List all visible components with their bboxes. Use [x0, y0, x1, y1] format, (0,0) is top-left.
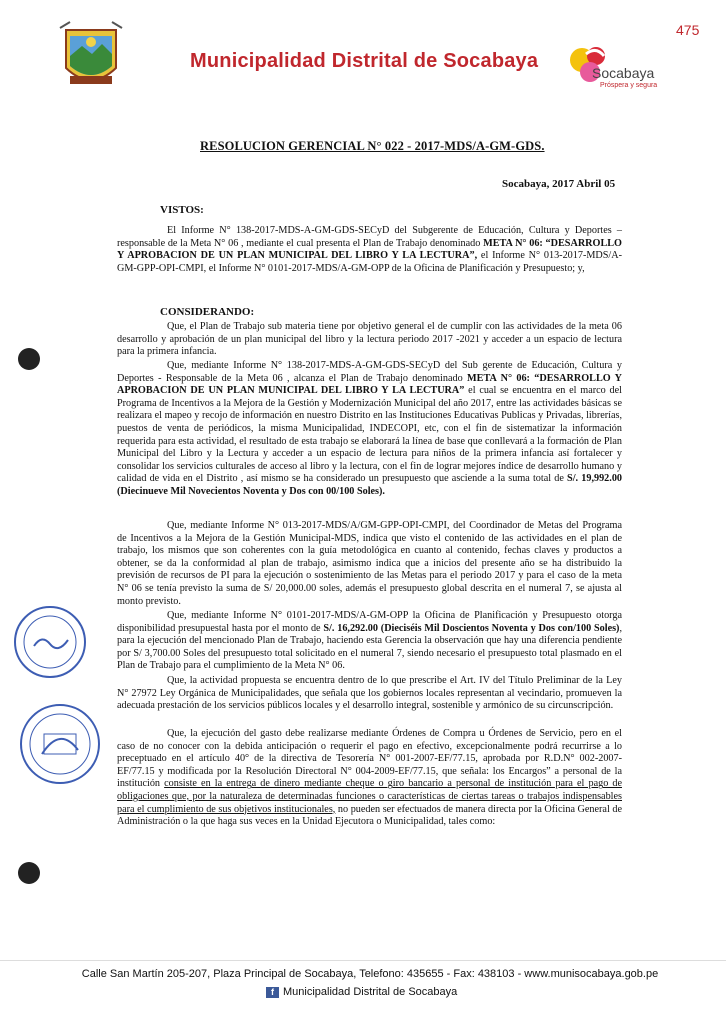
facebook-page-label: Municipalidad Distrital de Socabaya [283, 986, 458, 998]
education-stamp-seal [14, 606, 86, 678]
resolution-title: RESOLUCION GERENCIAL N° 022 - 2017-MDS/A-GM-GDS. [200, 139, 545, 153]
footer-facebook [266, 986, 457, 998]
vistos-heading: VISTOS: [160, 204, 204, 216]
considerando-paragraph-3: Que, mediante Informe N° 013-2017-MDS/A/GM-GPP-OPI-CMPI, del Coordinador de Metas del Programa de Incentivos a la Mejora de la Gestión Municipal-MDS, indica que visto el contenido de las actividades en el plan de trabajo, los mismos que son coherentes con la guía metodológica en cuanto al contenido, fechas claves y productos a obtener, se da la conformidad al plan de trabajo, asimismo indica que a inicios del presente año se ha distribuido la previsión de recursos de PI para la ejecución o sostenimiento de las Metas para el periodo 2017 y para el caso de la meta N° 06 se tenía previsto la suma de S/ 20,000.00 soles, además el presupuesto global descrita en el numeral 7, se ajusta al monto previsto. [117, 520, 622, 607]
considerando-paragraph-1: Que, el Plan de Trabajo sub materia tiene por objetivo general el de cumplir con las actividades de la meta 06 desarrollo y aprobación de un plan municipal del libro y la lectura periodo 2017 -2021 y acceder a un espacio de lectura para la primera infancia. [117, 321, 622, 358]
municipality-title: Municipalidad Distrital de Socabaya [190, 50, 539, 72]
document-date: Socabaya, 2017 Abril 05 [502, 178, 616, 190]
considerando-paragraph-4: Que, mediante Informe N° 0101-2017-MDS/A-GM-OPP la Oficina de Planificación y Presupuesto otorga disponibilidad presupuestal hasta por el monto de S/. 16,292.00 (Dieciséis Mil Doscientos Noventa y Dos con/100 Soles), para la ejecución del mencionado Plan de Trabajo, haciendo esta Gerencia la observación que hay una diferencia pendiente por S/ 3,700.00 Soles del presupuesto total solicitado en el numeral 7, siendo necesario el presupuesto total plasmado en el Plan de Trabajo para el cumplimiento de la Meta N° 06. [117, 610, 622, 672]
vistos-paragraph: El Informe N° 138-2017-MDS-A-GM-GDS-SECyD del Subgerente de Educación, Cultura y Deportes – responsable de la Meta N° 06 , mediante el cual presenta el Plan de Trabajo denominado META N° 06: “DESARROLLO Y APROBACION DE UN PLAN MUNICIPAL DEL LIBRO Y LA LECTURA”, el Informe N° 013-2017-MDS/A-GM-GPP-OPI-CMPI, el Informe N° 0101-2017-MDS/A-GM-OPP de la Oficina de Planificación y Presupuesto; y, [117, 225, 623, 274]
facebook-icon: f [266, 987, 279, 998]
considerando-heading: CONSIDERANDO: [160, 306, 255, 318]
brand-tagline: Próspera y segura [600, 82, 658, 89]
folio-number: 475 [676, 22, 700, 38]
social-development-stamp-seal [20, 704, 100, 784]
considerando-paragraph-5: Que, la actividad propuesta se encuentra dentro de lo que prescribe el Art. IV del Título Preliminar de la Ley N° 27972 Ley Orgánica de Municipalidades, que señala que los gobiernos locales representan al vecindario, promueven la adecuada prestación de los servicios públicos locales y el desarrollo integral, sostenible y armónico de su circunscripción. [117, 675, 622, 712]
considerando-paragraph-2: Que, mediante Informe N° 138-2017-MDS-A-GM-GDS-SECyD del Sub gerente de Educación, Cultura y Deportes - Responsable de la Meta 06 , alcanza el Plan de Trabajo denominado META N° 06: “DESARROLLO Y APROBACION DE UN PLAN MUNICIPAL DEL LIBRO Y LA LECTURA” el cual se encuentra en el marco del Programa de Incentivos a la Mejora de la Gestión y Modernización Municipal del año 2017, entre las actividades básicas se realizara el mapeo y recojo de información en nuestro Distrito en las Instituciones Educativas Publicas y Privadas, librerías, puestos de venta de periódicos, la misma Municipalidad, INDECOPI, etc, con el fin de sistematizar la información requerida para esta actividad, el resultado de esta trabajo se elaborará la línea de base que conllevará a la formación de Plan Municipal del Libro y la Lectura y acceder a un espacio de lectura para niños de la primera infancia así fortalecer y consolidar los servicios culturales de acceso al libro y la lectura, con el fin de lograr mejores índice de desarrollo humano y calidad de vida en el Distrito , así mismo se ha considerado un presupuesto que asciende a la suma total de S/. 19,992.00 (Diecinueve Mil Novecientos Noventa y Dos con 00/100 Soles). [117, 360, 623, 497]
punch-hole-bottom [18, 862, 40, 884]
municipal-crest-logo [56, 18, 126, 96]
footer-address: Calle San Martín 205-207, Plaza Principal de Socabaya, Telefono: 435655 - Fax: 438103 - www.munisocabaya.gob.pe [81, 968, 659, 980]
brand-name: Socabaya [592, 65, 655, 81]
considerando-paragraph-6: Que, la ejecución del gasto debe realizarse mediante Órdenes de Compra u Órdenes de Servicio, pero en el caso de no conocer con la debida anticipación o requerir el pago en efectivo, excepcionalmente podrá recurrirse a lo preceptuado en el artículo 40° de la directiva de Tesorería N° 001-2007-EF/77.15, aprobada por R.D.N° 002-2007-EF/77.15 y modificada por la Resolución Directoral N° 004-2009-EF/77.15, que señala: los Encargos” a personal de la institución consiste en la entrega de dinero mediante cheque o giro bancario a personal de institución para el pago de obligaciones que, por la naturaleza de determinadas funciones o características de ciertas tareas o trabajos indispensables para el cumplimiento de sus objetivos institucionales, no pueden ser efectuados de manera directa por la Oficina General de Administración o la que haga sus veces en la Unidad Ejecutora o Municipalidad, tales como: [117, 728, 622, 828]
punch-hole-top [18, 348, 40, 370]
footer-divider [0, 960, 726, 961]
